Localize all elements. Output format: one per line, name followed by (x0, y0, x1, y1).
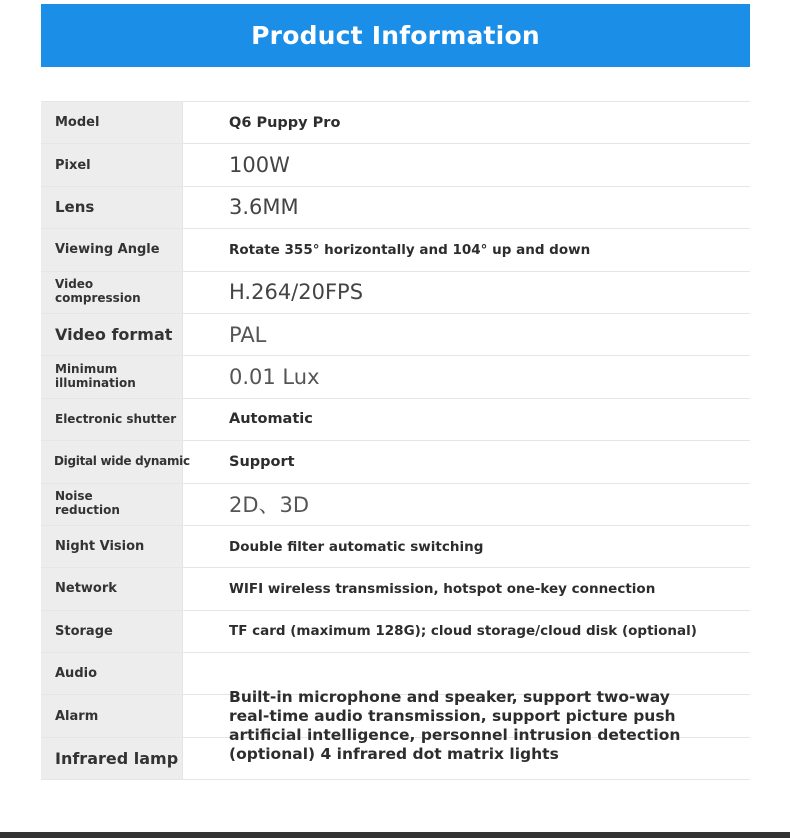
spec-label: Infrared lamp (41, 738, 183, 779)
spec-value: H.264/20FPS (229, 280, 364, 305)
spec-table (41, 101, 750, 780)
spec-value: Q6 Puppy Pro (229, 114, 341, 131)
spec-row-digital-wide-dynamic (41, 441, 750, 483)
spec-value: 3.6MM (229, 195, 299, 220)
spec-label: Model (41, 102, 183, 143)
spec-value: Automatic (229, 411, 313, 428)
spec-label: Storage (41, 611, 183, 652)
spec-value: 0.01 Lux (229, 365, 320, 390)
merged-feature-description: Built-in microphone and speaker, support two-way real-time audio transmission, support picture push artificial intelligence, personnel intrusion detection (optional) 4 infrared dot matrix lights (229, 688, 681, 763)
spec-label: Night Vision (41, 526, 183, 567)
spec-row-storage (41, 611, 750, 653)
spec-label: Pixel (41, 144, 183, 185)
spec-value: Double filter automatic switching (229, 538, 484, 555)
spec-label: Audio (41, 653, 183, 694)
spec-row-viewing-angle (41, 229, 750, 271)
spec-row-noise-reduction (41, 484, 750, 526)
spec-row-model (41, 102, 750, 144)
spec-row-video-format (41, 314, 750, 356)
page-title: Product Information (251, 21, 540, 50)
spec-row-network (41, 568, 750, 610)
spec-row-lens (41, 187, 750, 229)
spec-row-night-vision (41, 526, 750, 568)
bottom-divider (0, 832, 790, 838)
spec-row-minimum-illumination (41, 356, 750, 398)
spec-label: Network (41, 568, 183, 609)
spec-row-video-compression (41, 272, 750, 314)
spec-row-pixel (41, 144, 750, 186)
spec-label: Video format (41, 314, 183, 355)
spec-label: Viewing Angle (41, 229, 183, 270)
spec-value: TF card (maximum 128G); cloud storage/cloud disk (optional) (229, 623, 697, 640)
spec-value: Support (229, 453, 295, 470)
spec-value: PAL (229, 322, 267, 347)
spec-value: 100W (229, 153, 290, 178)
header-banner (41, 4, 750, 67)
spec-row-electronic-shutter (41, 399, 750, 441)
spec-label: Digital wide dynamic (41, 441, 183, 482)
spec-value: 2D、3D (229, 493, 310, 518)
spec-value: Rotate 355° horizontally and 104° up and down (229, 241, 591, 258)
spec-label: Lens (41, 187, 183, 228)
spec-value: WIFI wireless transmission, hotspot one-key connection (229, 580, 656, 597)
spec-label: Alarm (41, 695, 183, 736)
spec-label: Video compression (41, 272, 183, 313)
spec-label: Minimum illumination (41, 356, 183, 397)
spec-label: Noise reduction (41, 484, 183, 525)
spec-label: Electronic shutter (41, 399, 183, 440)
